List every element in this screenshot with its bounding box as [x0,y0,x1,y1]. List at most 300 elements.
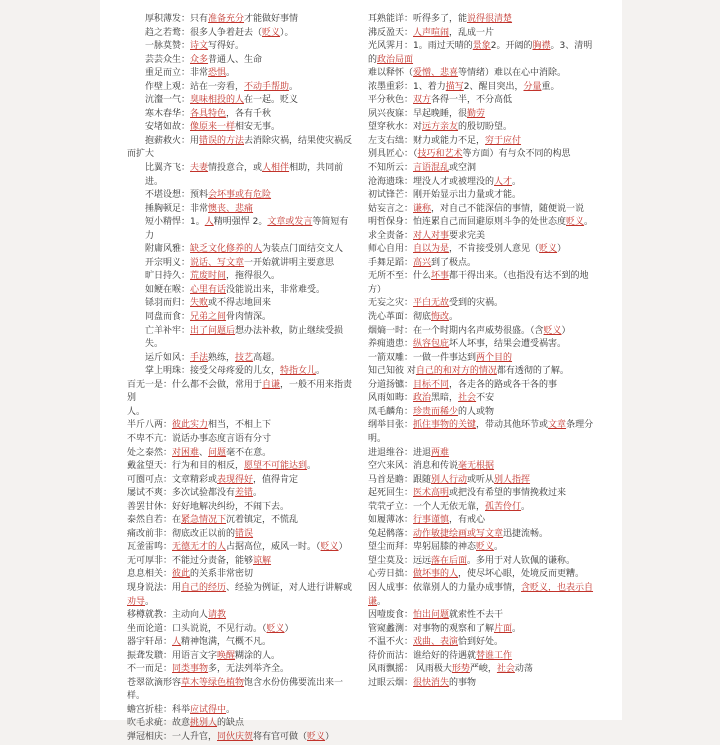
line-text: 平分秋色： [368,95,414,106]
highlighted-text: 众多 [190,54,209,65]
highlighted-text: 高兴 [413,257,432,268]
highlighted-text: 描写 [445,81,464,92]
line-text: 黑暗， [431,393,459,404]
line-text: 铩羽而归： [145,298,191,309]
highlighted-text: 谦 [368,596,378,607]
highlighted-text: 错误 [235,528,254,539]
highlighted-text: 纵容包庇 [413,339,450,350]
idiom-line [127,94,357,108]
idiom-line [368,148,620,162]
idiom-line [127,474,357,488]
highlighted-text: 请教 [208,610,227,621]
line-text: 、 [199,447,209,458]
line-text: 一箭双雕：一做一件事达到 [368,352,477,363]
line-text: 息息相关： [127,569,173,580]
highlighted-text: 医术高明 [413,488,450,499]
highlighted-text: 毫无根据 [458,461,495,472]
highlighted-text: 恐惧 [208,68,227,79]
line-text: 迅捷流畅。 [503,528,549,539]
idiom-line [368,447,620,461]
idiom-line [127,677,357,691]
line-text: ） [561,325,571,336]
idiom-line [368,663,620,677]
highlighted-text: 珍贵而稀少 [413,406,459,417]
idiom-line [127,406,357,420]
highlighted-text: 景象 [472,41,491,52]
highlighted-text: 言语混乱 [413,163,450,174]
line-text: 。3、清明 [550,41,593,52]
line-text: ） [284,623,294,634]
line-text: 泰然自若：在 [127,515,182,526]
line-text: 2。开阔的 [490,41,533,52]
highlighted-text: 贬义 [262,27,281,38]
line-text: 在一起。贬义 [244,95,299,106]
line-text: 过眼云烟： [368,677,414,688]
highlighted-text: 勤劳 [467,108,486,119]
line-text: 都有透彻的了解。 [496,366,569,377]
line-text: 厚积薄发：只有 [145,14,209,24]
line-text: ，值得肯定 [253,474,299,485]
highlighted-text: 贬义 [307,731,326,742]
highlighted-text: 别人指挥 [494,474,531,485]
line-text: 求全责备： [368,230,414,241]
highlighted-text: 文章 [548,420,567,431]
line-text: 的关系非常密切 [190,569,254,580]
highlighted-text: 形势 [451,664,470,675]
line-text: 短小精悍：1。 [145,217,205,228]
highlighted-text: 坏事 [431,271,450,282]
line-text: 等情绪）难以在心中消除。 [458,68,567,79]
idiom-line [368,270,620,284]
line-text: 的事物 [449,677,477,688]
line-text: 去消除灾祸，结果使灾祸反 [244,135,353,146]
highlighted-text: 别人行动 [431,474,468,485]
line-text: 样。 [127,691,146,702]
idiom-line [127,13,357,27]
line-text: ，各走各的路或各干各的事 [449,379,558,390]
idiom-line [127,541,357,555]
line-text: 不温不火： [368,637,414,648]
line-text: 相助，共同前进。 [145,163,344,187]
line-text: 无可厚非：不能过分责备，能够 [127,555,254,566]
line-text: 明。 [368,433,387,444]
line-text: 等方面）有与众不同的构思 [462,149,571,160]
line-text: 戴盆望天：行为和目的相反， [127,461,245,472]
idiom-line [368,67,620,81]
line-text: 。 [584,217,594,228]
line-text: 情投意合，或 [208,163,263,174]
line-text: 方） [368,284,387,295]
line-text: 。 [226,704,236,715]
line-text: 知己知彼 对 [368,366,416,377]
line-text: 分道扬镳： [368,379,414,390]
line-text: 严峻， [469,664,497,675]
line-text: 现身说法：用 [127,582,182,593]
highlighted-text: 平白无故 [413,298,450,309]
idiom-line [368,433,620,447]
idiom-line [127,379,357,406]
line-text: 写得好。 [208,41,245,52]
line-text: 。 [521,501,531,512]
line-text: ，对自己不能深信的事情，随便说一说 [431,203,585,214]
highlighted-text: 两难 [431,447,450,458]
line-text: 亡羊补牢： [145,325,191,336]
line-text: 一开始就讲明主要意思 [244,257,335,268]
idiom-line [368,501,620,515]
idiom-line [368,650,620,664]
line-text: 骨肉情深。 [226,312,272,323]
line-text: 吹毛求疵：故意 [127,718,191,729]
idiom-line [368,325,620,339]
line-text: 浓墨重彩：1、着力 [368,81,446,92]
idiom-line [127,203,357,217]
line-text: 重。 [541,81,560,92]
idiom-line [127,582,357,596]
line-text: 瓦釜雷鸣： [127,542,173,553]
idiom-line [127,447,357,461]
line-text: 。 [253,488,263,499]
line-text: 因人成事：依靠别人的力量办成事情， [368,582,522,593]
line-text: 附庸风雅： [145,244,191,255]
highlighted-text: 心里有话 [190,284,227,295]
highlighted-text: 爱憎、悲喜 [413,68,459,79]
line-text: ，不肯接受别人意见（ [449,244,540,255]
idiom-line [368,94,620,108]
highlighted-text: 动作敏捷 [413,528,450,539]
left-column [127,13,357,745]
highlighted-text: 贬义 [566,217,585,228]
idiom-line [127,487,357,501]
line-text: 耳熟能详：听得多了，能 [368,14,468,24]
idiom-line [127,501,357,515]
highlighted-text: 抓住事物的关键 [413,420,477,431]
highlighted-text: 紧急情况下 [181,515,227,526]
line-text: 心劳日拙： [368,569,414,580]
highlighted-text: 技巧和艺术 [417,149,463,160]
line-text: 如鲠在喉： [145,284,191,295]
idiom-line [368,216,620,230]
idiom-line [368,609,620,623]
highlighted-text: 落在后面 [431,555,468,566]
highlighted-text: 诗文 [190,41,209,52]
idiom-line [368,40,620,54]
idiom-line [127,352,357,366]
line-text: 不安 [476,393,495,404]
idiom-line [368,338,620,352]
line-text: 沸反盈天： [368,27,414,38]
highlighted-text: 缺乏文化修养的人 [190,244,263,255]
idiom-line [127,216,357,243]
highlighted-text: 穷于应付 [485,135,522,146]
idiom-line [127,460,357,474]
idiom-line [368,121,620,135]
highlighted-text: 说话、写文章 [190,257,245,268]
line-text: 苍翠欲滴形容 [127,677,182,688]
line-text: 蟾宫折桂：科举 [127,704,191,715]
idiom-line [368,623,620,637]
highlighted-text: 两个目的 [476,352,513,363]
highlighted-text: 双方 [413,95,432,106]
line-text: 光风霁月：1。雨过天晴的 [368,41,473,52]
line-text: 善罢甘休：好好地解决纠纷，不闹下去。 [127,501,290,512]
highlighted-text: 人声喧闹 [413,27,450,38]
idiom-line [368,677,620,691]
highlighted-text: 政治局面 [377,54,414,65]
idiom-line [368,257,620,271]
line-text: ） [325,731,335,742]
line-text: 不卑不亢：说话办事态度言语有分寸 [127,433,272,444]
idiom-line [127,257,357,271]
line-text: 振聋发聩：用语言文字 [127,650,218,661]
highlighted-text: 不动手帮助 [244,81,290,92]
highlighted-text: 目标不同 [413,379,450,390]
idiom-line [368,528,620,542]
line-text: 相安无事。 [235,122,281,133]
highlighted-text: 做坏事的人 [413,569,459,580]
highlighted-text: 对人对事 [413,230,450,241]
line-text: 空穴来风：消息和传说 [368,461,459,472]
idiom-line [127,243,357,257]
highlighted-text: 无德无才的人 [172,542,227,553]
line-text: 精明强悍 2。 [213,217,268,228]
line-text: 想办法补救，防止继续受损失。 [145,325,344,350]
line-text: 兔起鹘落： [368,528,414,539]
idiom-line [127,731,357,745]
highlighted-text: 愿望不可能达到 [244,461,308,472]
line-text: 不知所云： [368,163,414,174]
line-text: 的 [368,54,378,65]
highlighted-text: 社会 [458,393,477,404]
highlighted-text: 劝导 [127,596,146,607]
highlighted-text: 孤苦伶仃 [485,501,522,512]
line-text: 。 [316,366,326,377]
idiom-line [368,81,620,95]
idiom-line [368,230,620,244]
line-text: 寒木春华： [145,108,191,119]
line-text: 洗心革面：彻底 [368,312,432,323]
idiom-line [368,365,620,379]
line-text: ，使尽坏心眼，处境反而更糟。 [458,569,585,580]
line-text: 作壁上观：站在一旁看， [145,81,245,92]
idiom-line [127,189,357,203]
line-text: 凤毛麟角： [368,406,414,417]
highlighted-text: 出了问题后 [190,325,236,336]
highlighted-text: 胸襟 [532,41,551,52]
idiom-line [368,636,620,650]
idiom-line [127,54,357,68]
line-text: 捶胸顿足：非常 [145,203,209,214]
highlighted-text: 自谦 [262,379,281,390]
line-text: 掌上明珠：接受父母疼爱的儿女， [145,366,281,377]
line-text: 重足而立：非常 [145,68,209,79]
idiom-line [127,650,357,664]
line-text: 因噎废食： [368,610,414,621]
idiom-line [127,27,357,41]
idiom-line [127,325,357,352]
idiom-line [127,40,357,54]
line-text: 茕茕孑立：一个人无依无靠， [368,501,486,512]
idiom-line [127,514,357,528]
line-text: 难以释怀（ [368,68,414,79]
highlighted-text: 错误的方法 [199,135,245,146]
highlighted-text: 问题 [208,447,227,458]
line-text: 的缺点 [217,718,245,729]
idiom-line [368,596,620,610]
line-text: 。多用于对人钦佩的谦称。 [467,555,576,566]
highlighted-text: 人 [204,217,214,228]
line-text: 恰到好处。 [458,637,504,648]
line-text: 等简短有力 [145,217,349,241]
line-text: 无妄之灾： [368,298,414,309]
highlighted-text: 贬义 [539,244,558,255]
line-text: 器宇轩昂： [127,637,173,648]
line-text: 风雨飘摇： 风雨极大 [368,664,452,675]
idiom-line [368,582,620,596]
line-text: 高超。 [253,352,281,363]
line-text: 饱含水份仿佛要流出来一 [244,677,344,688]
line-text: 手舞足蹈： [368,257,414,268]
idiom-line [368,176,620,190]
highlighted-text: 含贬义，也表示自 [521,582,594,593]
highlighted-text: 人相伴 [262,163,290,174]
highlighted-text: 彼此实力 [172,420,209,431]
idiom-line [127,270,357,284]
line-text: 到了极点。 [431,257,477,268]
line-text: 就索性不去干 [449,610,504,621]
idiom-line [368,135,620,149]
line-text: ，拖得很久。 [226,271,281,282]
line-text: 的殷切盼望。 [458,122,513,133]
highlighted-text: 对困难 [172,447,200,458]
line-text: 旷日持久： [145,271,191,282]
highlighted-text: 绘画或写文章 [449,528,504,539]
line-text: 或把没有希望的事情挽救过来 [449,488,567,499]
line-text: 、经验为例证，对人进行讲解或 [226,582,353,593]
line-text: 。 [512,176,522,187]
idiom-line [368,419,620,433]
line-text: 各得一半，不分高低 [431,95,513,106]
line-text: ，乱成一片 [449,27,495,38]
idiom-line [368,352,620,366]
highlighted-text: 贬义 [543,325,562,336]
line-text: 半斤八两： [127,420,173,431]
highlighted-text: 贬义 [320,542,339,553]
line-text: 运斤如风： [145,352,191,363]
line-text: 。 [226,68,236,79]
line-text: 待价而沽：谁给好的待遇就 [368,650,477,661]
line-text: 相当，不相上下 [208,420,272,431]
highlighted-text: 手法 [190,352,209,363]
highlighted-text: 怕出问题 [413,610,450,621]
highlighted-text: 贬义 [266,623,285,634]
line-text: 趋之若鹜：很多人争着赶去（ [145,27,263,38]
line-text: 进退维谷：进退 [368,447,432,458]
idiom-line [127,297,357,311]
idiom-line [368,487,620,501]
highlighted-text: 戏曲、表演 [413,637,459,648]
line-text: 沧海遗珠：埋没人才或被埋没的 [368,176,495,187]
highlighted-text: 差错 [235,488,254,499]
line-text: 沆瀣一气： [145,95,191,106]
idiom-line [368,243,620,257]
highlighted-text: 准备充分 [208,14,245,24]
highlighted-text: 谅解 [253,555,272,566]
line-text: 。 [512,623,522,634]
idiom-line [368,13,620,27]
idiom-line [368,379,620,393]
line-text: 。 [449,312,459,323]
highlighted-text: 失败 [190,298,209,309]
highlighted-text: 表现得好 [217,474,254,485]
line-text: ） [557,244,567,255]
line-text: 。 [289,81,299,92]
idiom-line [368,555,620,569]
line-text: 移樽就教：主动向人 [127,610,209,621]
idiom-line [127,121,357,135]
line-text: 烟熵一时：在一个时期内名声威势很盛。（含 [368,325,544,336]
line-text: 糊涂的人。 [235,650,281,661]
idiom-line [127,365,357,379]
line-text: 为装点门面结交文人 [262,244,344,255]
line-text: 初试锋芒：刚开始显示出力量或才能。 [368,190,522,201]
idiom-line [127,419,357,433]
line-text: 。 [307,461,317,472]
line-text: 熟练， [208,352,236,363]
line-text: ，一般不用来指责别 [127,379,353,404]
idiom-line [127,148,357,162]
line-text: 抱薪救火：用 [145,135,200,146]
highlighted-text: 草木等绿色植物 [181,677,245,688]
line-text: 多，无法列举齐全。 [208,664,290,675]
line-text: 或空洞 [449,163,477,174]
line-text: 左支右绌：财力或能力不足， [368,135,486,146]
line-text: 没能说出来，非常难受。 [226,284,326,295]
line-text: 将有官可做（ [253,731,308,742]
line-text: 人。 [127,406,146,417]
idiom-line [127,568,357,582]
idiom-line [368,392,620,406]
highlighted-text: 应试得中 [190,704,227,715]
highlighted-text: 悔改 [431,312,450,323]
line-text: 受到的灾祸。 [449,298,504,309]
highlighted-text: 臭味相投的人 [190,95,245,106]
idiom-line [127,108,357,122]
line-text: 比翼齐飞： [145,163,191,174]
line-text: 普通人、生命 [208,54,263,65]
line-text: ，带动其他环节或 [476,420,549,431]
highlighted-text: 像原来一样 [190,122,236,133]
line-text: 明哲保身：怕连累自己而回避原则斗争的处世态度 [368,217,567,228]
idiom-line [127,609,357,623]
idiom-line [127,623,357,637]
highlighted-text: 会坏事或有危险 [208,190,272,201]
line-text: 都干得出来。（也指没有达不到的地 [449,271,589,282]
line-text: ，有戒心 [449,515,486,526]
idiom-line [127,596,357,610]
highlighted-text: 片面 [494,623,513,634]
line-text: 师心自用： [368,244,414,255]
idiom-line [368,514,620,528]
idiom-line [127,284,357,298]
highlighted-text: 彼此 [172,569,191,580]
highlighted-text: 特指女儿 [280,366,317,377]
idiom-line [368,203,620,217]
line-text: 无所不至：什么 [368,271,432,282]
line-text: 芸芸众生： [145,54,191,65]
line-text: 的人或物 [458,406,495,417]
highlighted-text: 政治 [413,393,432,404]
line-text: 弹冠相庆：一人升官， [127,731,218,742]
